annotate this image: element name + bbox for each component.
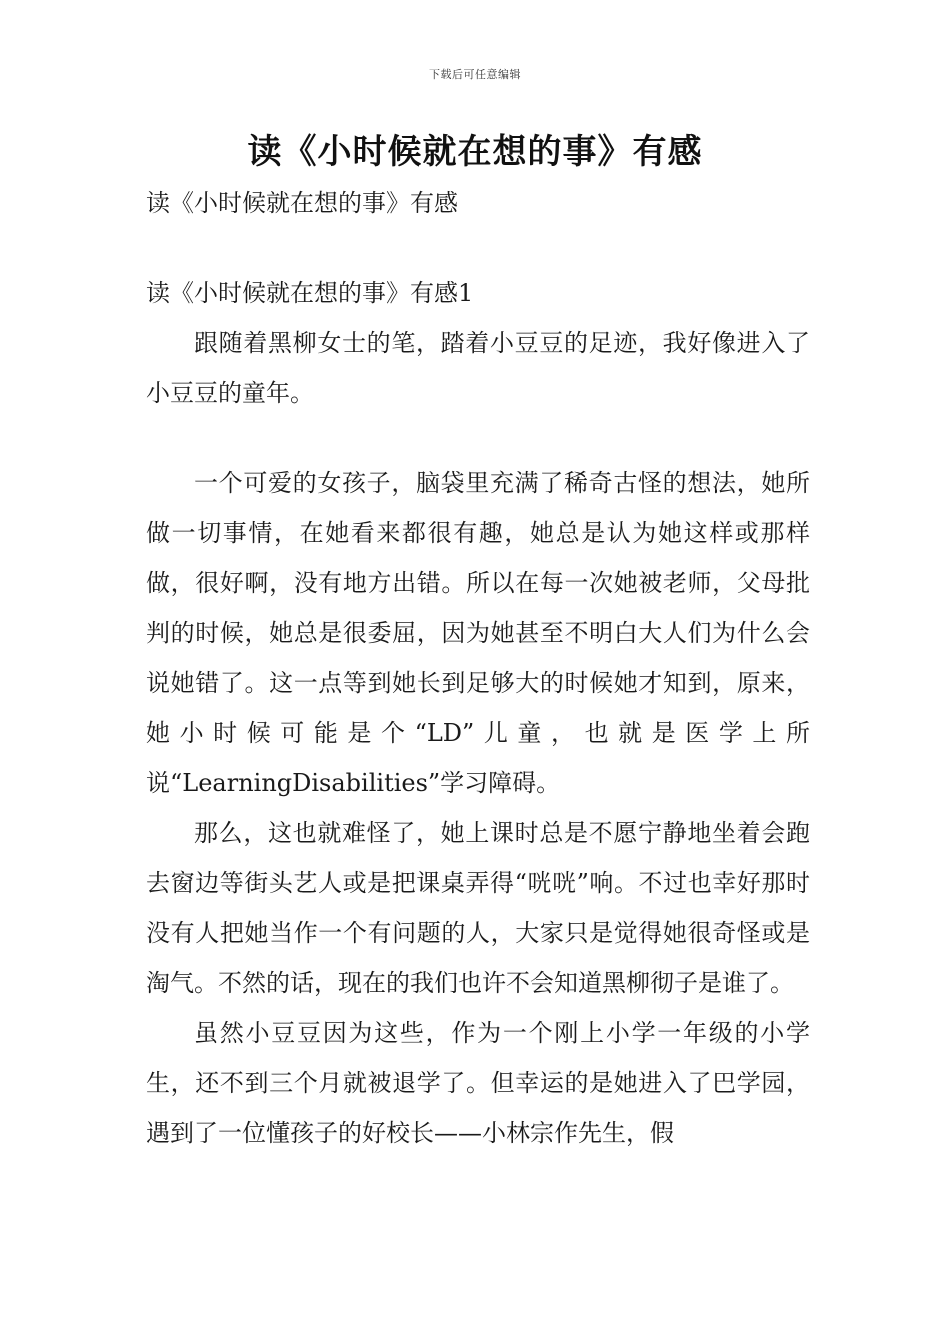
paragraph-1: 跟随着黑柳女士的笔，踏着小豆豆的足迹，我好像进入了小豆豆的童年。	[146, 329, 810, 407]
spacer	[146, 228, 810, 268]
paragraph-2: 一个可爱的女孩子，脑袋里充满了稀奇古怪的想法，她所做一切事情，在她看来都很有趣，她总是认为她这样或那样做，很好啊，没有地方出错。所以在每一次她被老师，父母批判的时候，她总是很委屈，因为她甚至不明白大人们为什么会说她错了。这一点等到她长到足够大的时候她才知到，原来，她小时候可能是个“LD”儿童，也就是医学上所说“LearningDisabilities”学习障碍。	[146, 469, 810, 797]
section-heading: 读《小时候就在想的事》有感1	[146, 279, 474, 307]
document-body	[146, 178, 810, 1158]
paragraph-3: 那么，这也就难怪了，她上课时总是不愿宁静地坐着会跑去窗边等街头艺人或是把课桌弄得“咣咣”响。不过也幸好那时没有人把她当作一个有问题的人，大家只是觉得她很奇怪或是淘气。不然的话，现在的我们也许不会知道黑柳彻子是谁了。	[146, 819, 810, 997]
document-subtitle: 读《小时候就在想的事》有感	[146, 189, 458, 217]
spacer	[146, 418, 810, 458]
header-note: 下载后可任意编辑	[429, 68, 521, 81]
paragraph-4: 虽然小豆豆因为这些，作为一个刚上小学一年级的小学生，还不到三个月就被退学了。但幸运的是她进入了巴学园，遇到了一位懂孩子的好校长——小林宗作先生，假	[146, 1019, 810, 1147]
document-title: 读《小时候就在想的事》有感	[247, 132, 703, 172]
